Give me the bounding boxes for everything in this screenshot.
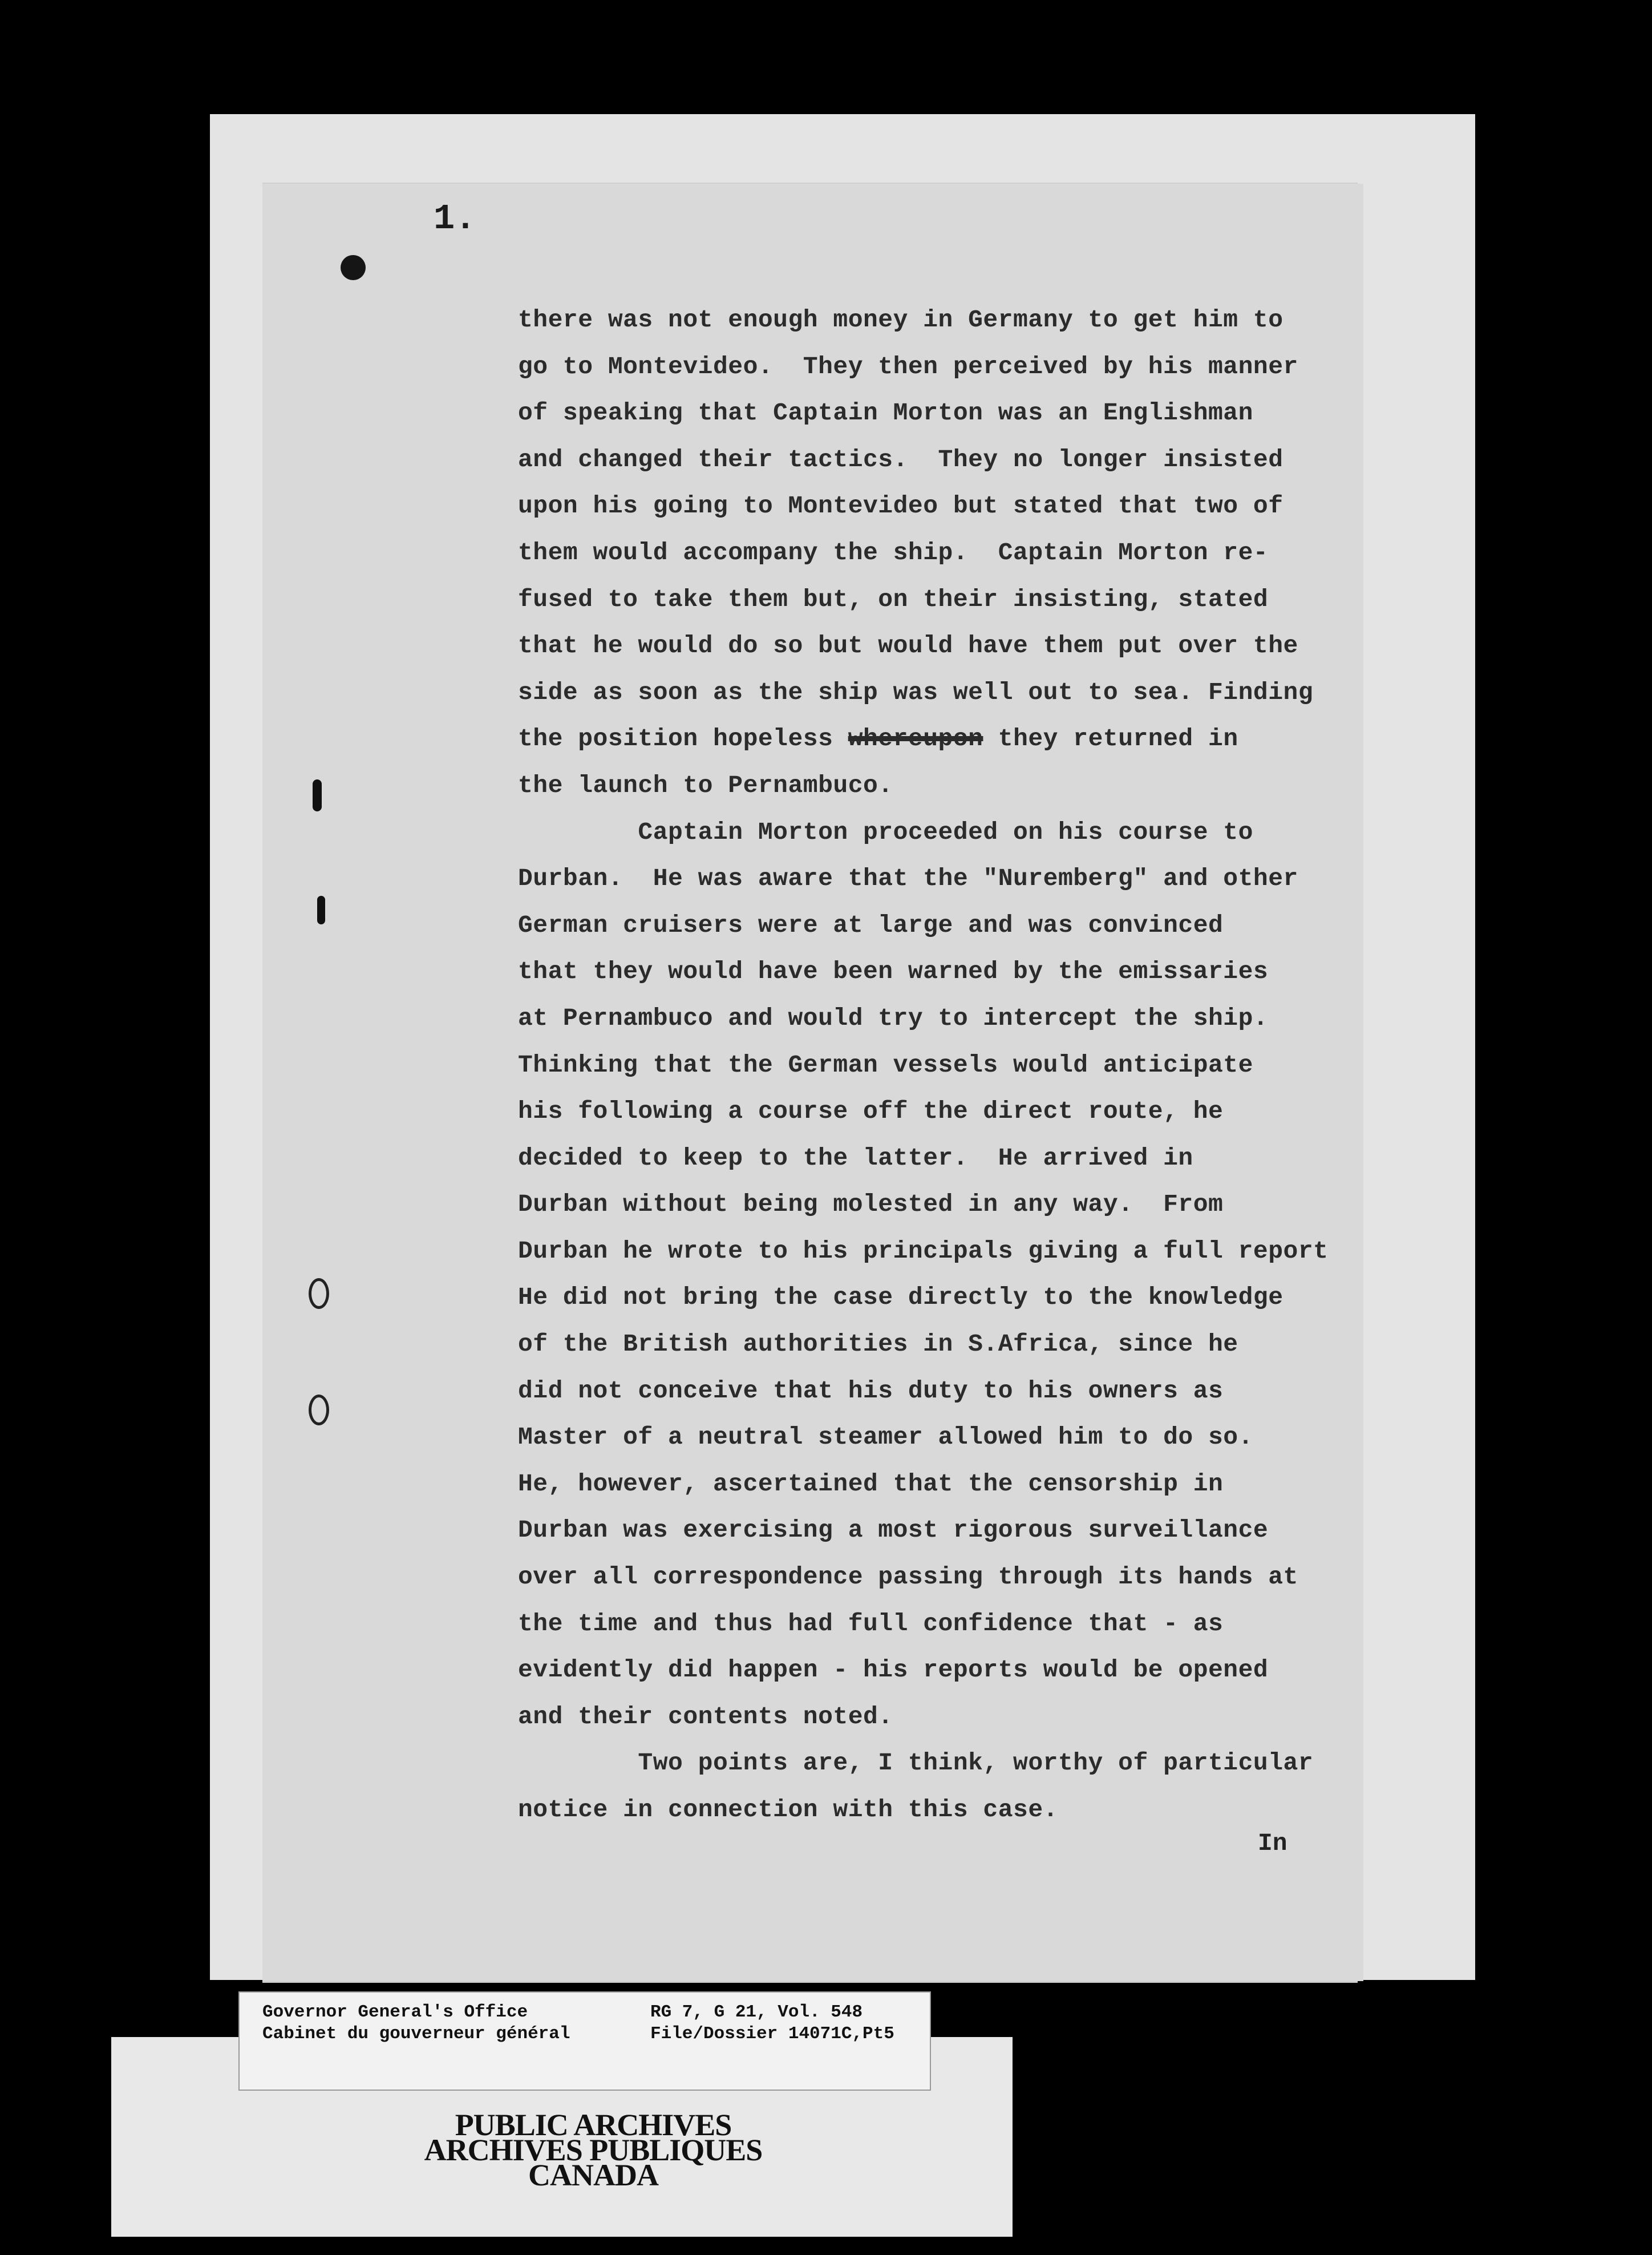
stamp-line: ARCHIVES PUBLIQUES bbox=[424, 2133, 763, 2167]
punch-hole bbox=[341, 255, 366, 280]
text-line: decided to keep to the latter. He arrived in bbox=[518, 1143, 1193, 1172]
text-line: Captain Morton proceeded on his course to bbox=[518, 818, 1253, 846]
text-line: over all correspondence passing through its hands at bbox=[518, 1563, 1298, 1591]
binding-ring-upper bbox=[309, 1278, 329, 1309]
text-line: notice in connection with this case. bbox=[518, 1796, 1058, 1824]
text-line: Durban he wrote to his principals giving a full report bbox=[518, 1236, 1329, 1265]
text-line: that he would do so but would have them put over the bbox=[518, 632, 1298, 660]
text-line: his following a course off the direct route, he bbox=[518, 1097, 1224, 1126]
text-line: evidently did happen - his reports would be opened bbox=[518, 1656, 1269, 1684]
text-line: and their contents noted. bbox=[518, 1702, 893, 1731]
binding-mark-middle bbox=[317, 896, 325, 924]
text-line: Durban was exercising a most rigorous surveillance bbox=[518, 1516, 1269, 1545]
text-line: the launch to Pernambuco. bbox=[518, 771, 893, 799]
archive-file-reference bbox=[650, 2002, 894, 2045]
text-line: and changed their tactics. They no longer insisted bbox=[518, 445, 1283, 474]
text-line: side as soon as the ship was well out to sea. Finding bbox=[518, 678, 1314, 706]
text-line: Two points are, I think, worthy of particular bbox=[518, 1749, 1314, 1777]
text-line-with-strikethrough bbox=[518, 716, 1345, 762]
page-number: 1. bbox=[434, 199, 476, 239]
text-line: of the British authorities in S.Africa, since he bbox=[518, 1330, 1238, 1359]
file-dossier: File/Dossier 14071C,Pt5 bbox=[650, 2024, 894, 2044]
archive-office-info bbox=[262, 2002, 570, 2045]
binding-mark-top bbox=[313, 779, 322, 811]
text-line: did not conceive that his duty to his owners as bbox=[518, 1376, 1224, 1405]
text-line: there was not enough money in Germany to get him to bbox=[518, 306, 1283, 334]
struck-out-word: whereupon bbox=[848, 725, 983, 753]
text-line: upon his going to Montevideo but stated that two of bbox=[518, 492, 1283, 520]
office-name-fr: Cabinet du gouverneur général bbox=[262, 2024, 570, 2044]
text-line: German cruisers were at large and was convinced bbox=[518, 911, 1224, 939]
text-line: that they would have been warned by the emissaries bbox=[518, 957, 1269, 986]
text-line: at Pernambuco and would try to intercept the ship. bbox=[518, 1004, 1269, 1032]
typed-letter-body bbox=[518, 297, 1345, 1833]
text-line: Durban without being molested in any way. From bbox=[518, 1190, 1224, 1219]
text-fragment: the position hopeless bbox=[518, 725, 833, 753]
office-name-en: Governor General's Office bbox=[262, 2002, 528, 2022]
text-line: Master of a neutral steamer allowed him to do so. bbox=[518, 1423, 1253, 1452]
text-line: fused to take them but, on their insisting, stated bbox=[518, 585, 1269, 613]
catchword: In bbox=[1258, 1829, 1287, 1857]
text-line: Thinking that the German vessels would anticipate bbox=[518, 1050, 1253, 1079]
text-line: of speaking that Captain Morton was an Englishman bbox=[518, 399, 1253, 427]
record-group: RG 7, G 21, Vol. 548 bbox=[650, 2002, 863, 2022]
text-line: He, however, ascertained that the censorship in bbox=[518, 1469, 1224, 1498]
text-line: go to Montevideo. They then perceived by his manner bbox=[518, 352, 1298, 381]
text-line: them would accompany the ship. Captain Morton re- bbox=[518, 538, 1269, 567]
public-archives-stamp bbox=[399, 2108, 787, 2192]
text-line: Durban. He was aware that the "Nuremberg" and other bbox=[518, 864, 1298, 893]
stamp-line: CANADA bbox=[528, 2158, 658, 2192]
text-line: He did not bring the case directly to the knowledge bbox=[518, 1283, 1283, 1312]
text-line: the time and thus had full confidence that - as bbox=[518, 1609, 1224, 1638]
text-fragment: they returned in bbox=[998, 725, 1238, 753]
binding-ring-lower bbox=[309, 1395, 329, 1425]
stamp-line: PUBLIC ARCHIVES bbox=[455, 2108, 732, 2142]
